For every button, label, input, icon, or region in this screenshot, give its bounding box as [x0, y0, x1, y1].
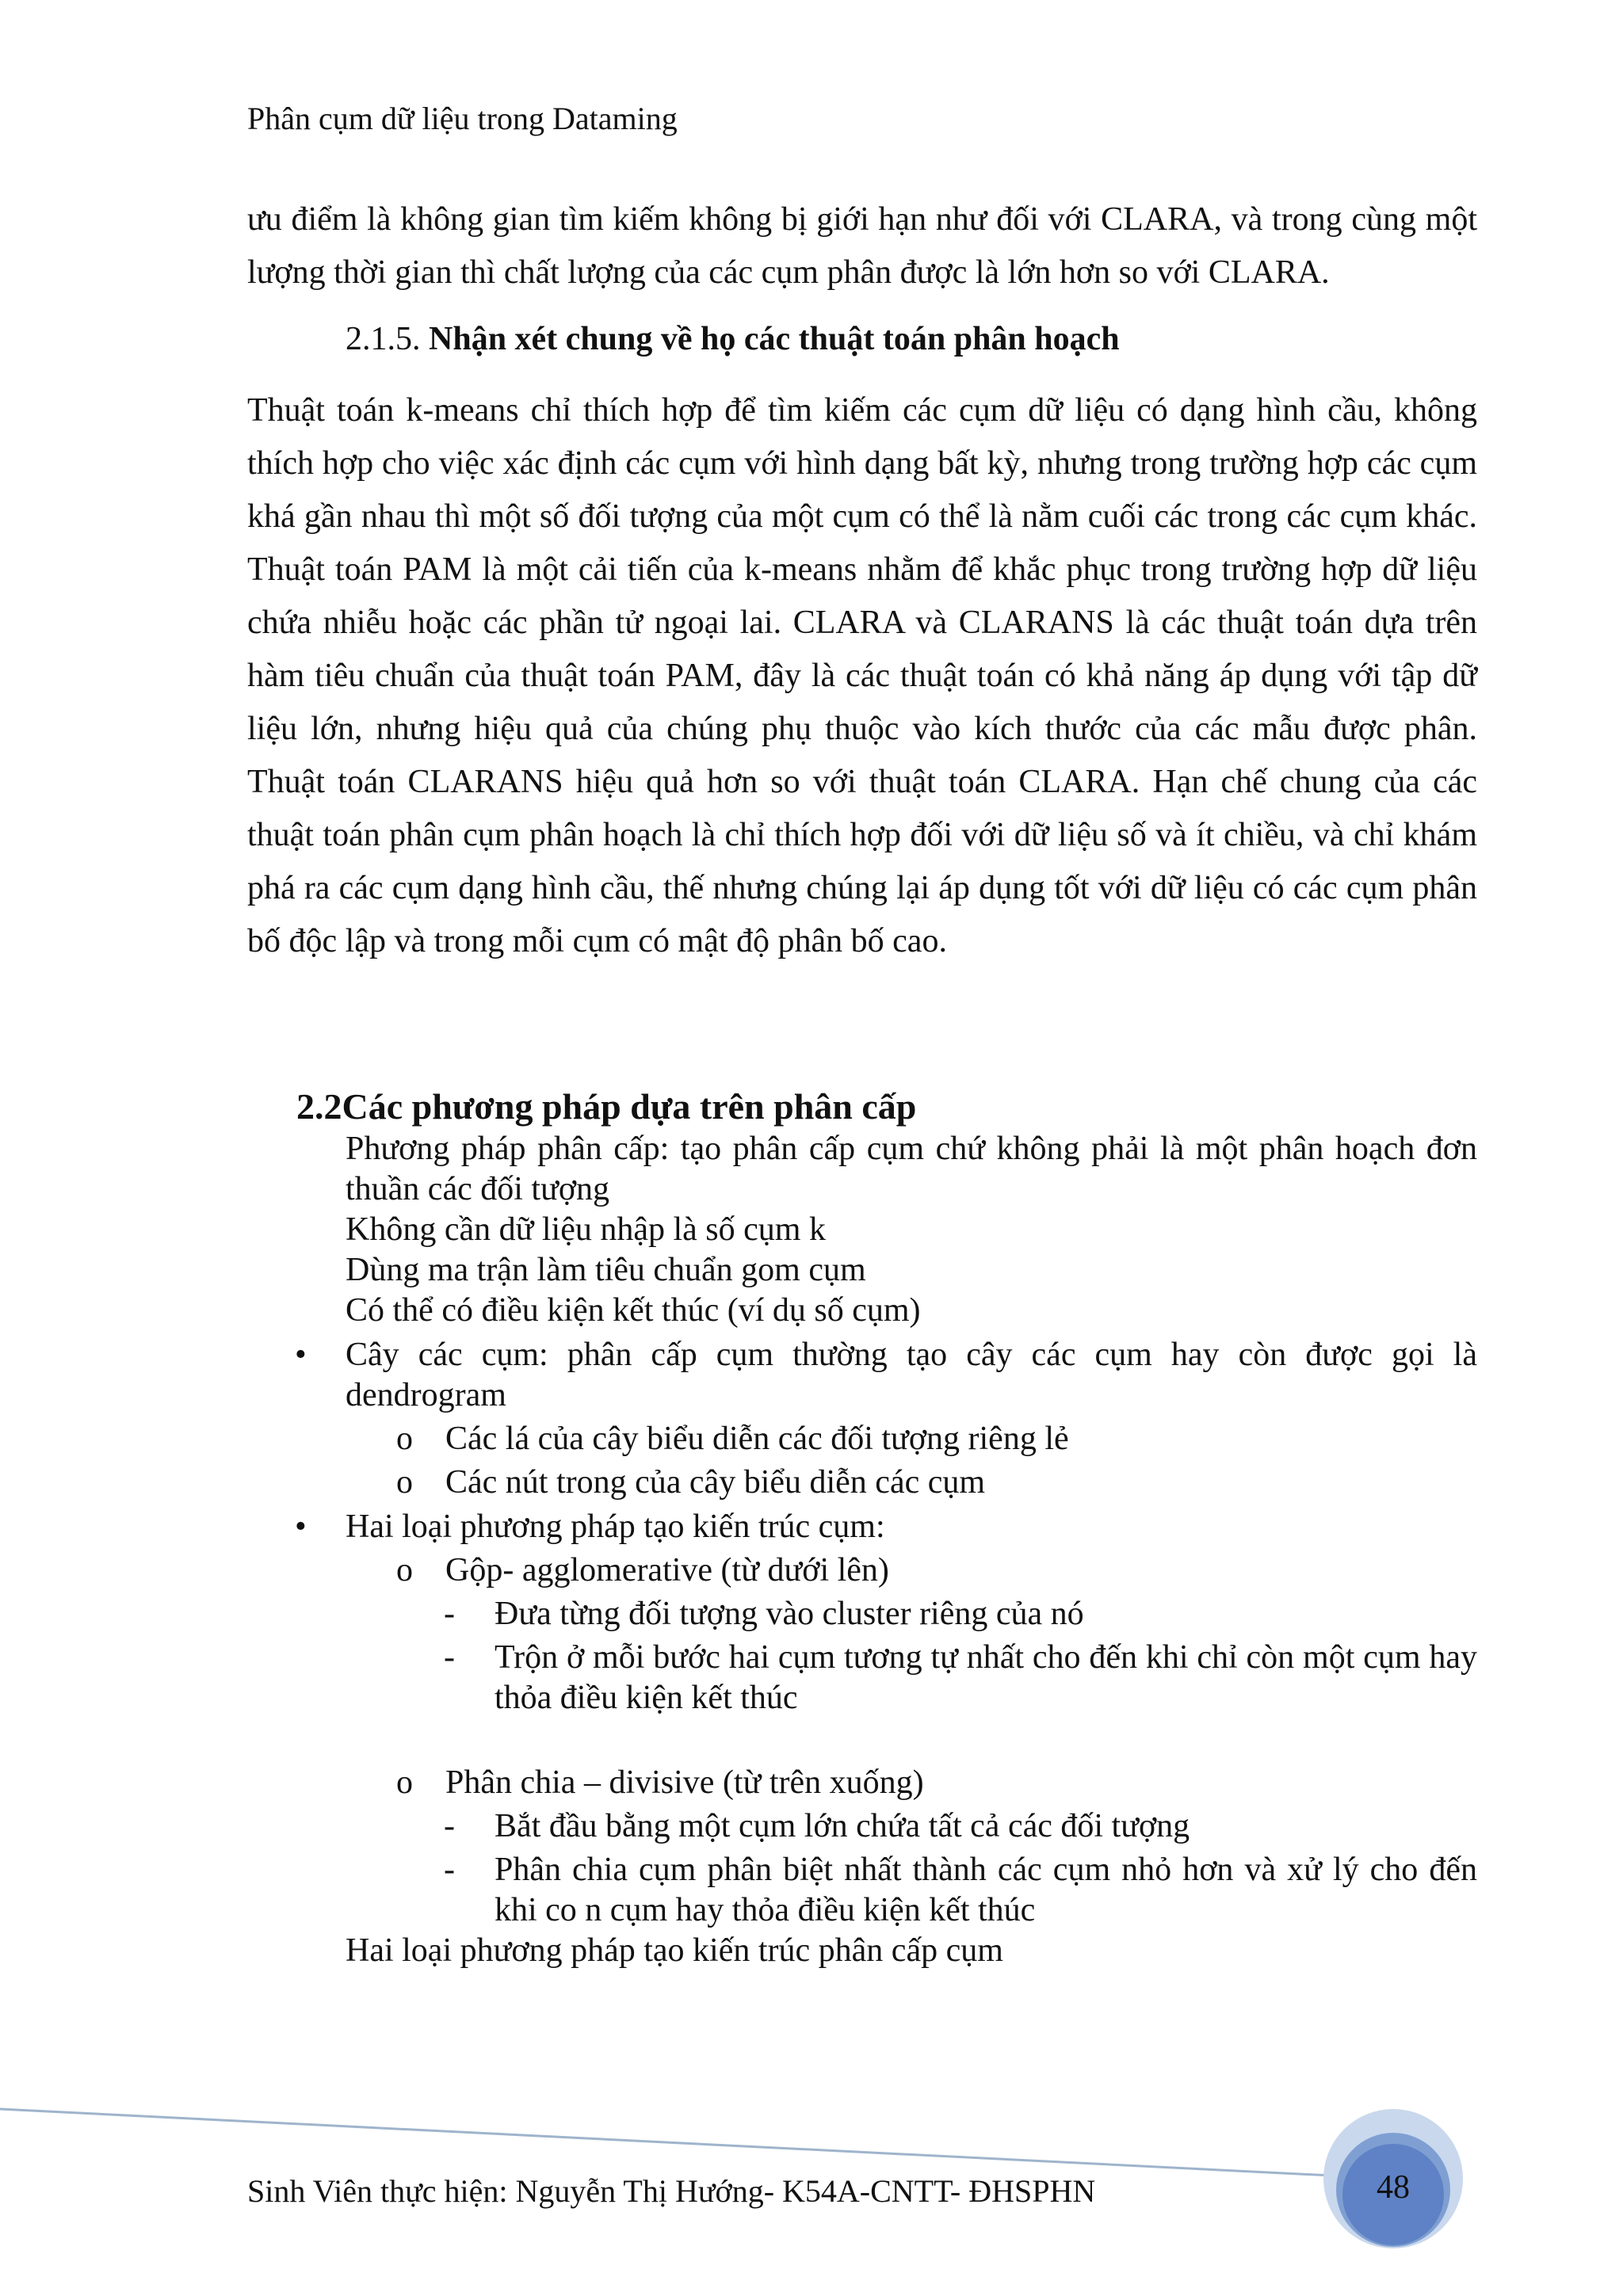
- list-item: [247, 1291, 1477, 1331]
- list-closing-line: [247, 1931, 1477, 1971]
- dash-marker: -: [444, 1852, 455, 1888]
- dash-item-text: Đưa từng đối tượng vào cluster riêng của nó: [495, 1596, 1084, 1632]
- circle-marker: o: [396, 1464, 413, 1501]
- closing-text: Hai loại phương pháp tạo kiến trúc phân cấp cụm: [346, 1932, 1003, 1969]
- plain-line-text: Có thể có điều kiện kết thúc (ví dụ số cụm): [346, 1292, 921, 1329]
- list-intro-line: [247, 1129, 1477, 1210]
- sub-item-agglomerative: [247, 1550, 1477, 1591]
- sub-item-text: Các nút trong của cây biểu diễn các cụm: [445, 1464, 986, 1501]
- intro-paragraph: ưu điểm là không gian tìm kiếm không bị giới hạn như đối với CLARA, và trong cùng một lượng thời gian thì chất lượng của các cụm phân được là lớn hơn so với CLARA.: [247, 201, 1477, 291]
- bullet-text: Cây các cụm: phân cấp cụm thường tạo cây các cụm hay còn được gọi là dendrogram: [346, 1337, 1477, 1413]
- subsection-title: Nhận xét chung về họ các thuật toán phân hoạch: [429, 321, 1120, 357]
- hierarchical-methods-list: [247, 1129, 1477, 1971]
- dash-item: [247, 1594, 1477, 1634]
- dash-item-text: Bắt đầu bằng một cụm lớn chứa tất cả các đối tượng: [495, 1808, 1190, 1844]
- dash-item: [247, 1638, 1477, 1718]
- sub-item: [247, 1419, 1477, 1459]
- dash-item: [247, 1806, 1477, 1847]
- dash-marker: -: [444, 1808, 455, 1844]
- sub-item-text: Phân chia – divisive (từ trên xuống): [445, 1764, 924, 1801]
- sub-item-text: Gộp- agglomerative (từ dưới lên): [445, 1552, 889, 1589]
- bullet-marker: •: [295, 1508, 307, 1545]
- dash-item-text: Trộn ở mỗi bước hai cụm tương tự nhất cho đến khi chỉ còn một cụm hay thỏa điều kiện kết thúc: [495, 1639, 1477, 1716]
- main-paragraph: Thuật toán k-means chỉ thích hợp để tìm kiếm các cụm dữ liệu có dạng hình cầu, không thích hợp cho việc xác định các cụm với hình dạng bất kỳ, nhưng trong trường hợp các cụm khá gần nhau thì một số đối tượng của một cụm có thể là nằm cuối các trong các cụm khác. Thuật toán PAM là một cải tiến của k-means nhằm để khắc phục trong trường hợp dữ liệu chứa nhiễu hoặc các phần tử ngoại lai. CLARA và CLARANS là các thuật toán dựa trên hàm tiêu chuẩn của thuật toán PAM, đây là các thuật toán có khả năng áp dụng với tập dữ liệu lớn, nhưng hiệu quả của chúng phụ thuộc vào kích thước của các mẫu được phân. Thuật toán CLARANS hiệu quả hơn so với thuật toán CLARA. Hạn chế chung của các thuật toán phân cụm phân hoạch là chỉ thích hợp đối với dữ liệu số và ít chiều, và chỉ khám phá ra các cụm dạng hình cầu, thế nhưng chúng lại áp dụng tốt với dữ liệu có các cụm phân bố độc lập và trong mỗi cụm có mật độ phân bố cao.: [247, 392, 1477, 959]
- section-heading: 2.2Các phương pháp dựa trên phân cấp: [296, 1086, 917, 1127]
- sub-item-text: Các lá của cây biểu diễn các đối tượng riêng lẻ: [445, 1421, 1069, 1457]
- plain-line-text: Không cần dữ liệu nhập là số cụm k: [346, 1211, 826, 1248]
- subsection-number: 2.1.5.: [346, 321, 421, 357]
- circle-marker: o: [396, 1764, 413, 1801]
- bullet-marker: •: [295, 1337, 307, 1373]
- sub-item: [247, 1463, 1477, 1503]
- spacer: [247, 1718, 1477, 1760]
- footer-author-line: Sinh Viên thực hiện: Nguyễn Thị Hướng- K54A-CNTT- ĐHSPHN: [247, 2173, 1096, 2209]
- list-item: [247, 1210, 1477, 1250]
- sub-item-divisive: [247, 1763, 1477, 1803]
- bullet-text: Hai loại phương pháp tạo kiến trúc cụm:: [346, 1508, 885, 1545]
- bullet-item-methods: [247, 1507, 1477, 1547]
- page-header: Phân cụm dữ liệu trong Dataming: [247, 101, 678, 136]
- dash-marker: -: [444, 1639, 455, 1676]
- dash-item-text: Phân chia cụm phân biệt nhất thành các cụm nhỏ hơn và xử lý cho đến khi co n cụm hay thỏa điều kiện kết thúc: [495, 1852, 1477, 1928]
- circle-marker: o: [396, 1552, 413, 1589]
- list-item: [247, 1250, 1477, 1291]
- plain-line-text: Dùng ma trận làm tiêu chuẩn gom cụm: [346, 1252, 866, 1288]
- subsection-heading: [346, 317, 1120, 361]
- dash-item: [247, 1850, 1477, 1931]
- list-intro-text: Phương pháp phân cấp: tạo phân cấp cụm chứ không phải là một phân hoạch đơn thuần các đối tượng: [346, 1131, 1477, 1207]
- bullet-item-dendrogram: [247, 1335, 1477, 1416]
- circle-marker: o: [396, 1421, 413, 1457]
- page-number: 48: [1377, 2169, 1410, 2206]
- dash-marker: -: [444, 1596, 455, 1632]
